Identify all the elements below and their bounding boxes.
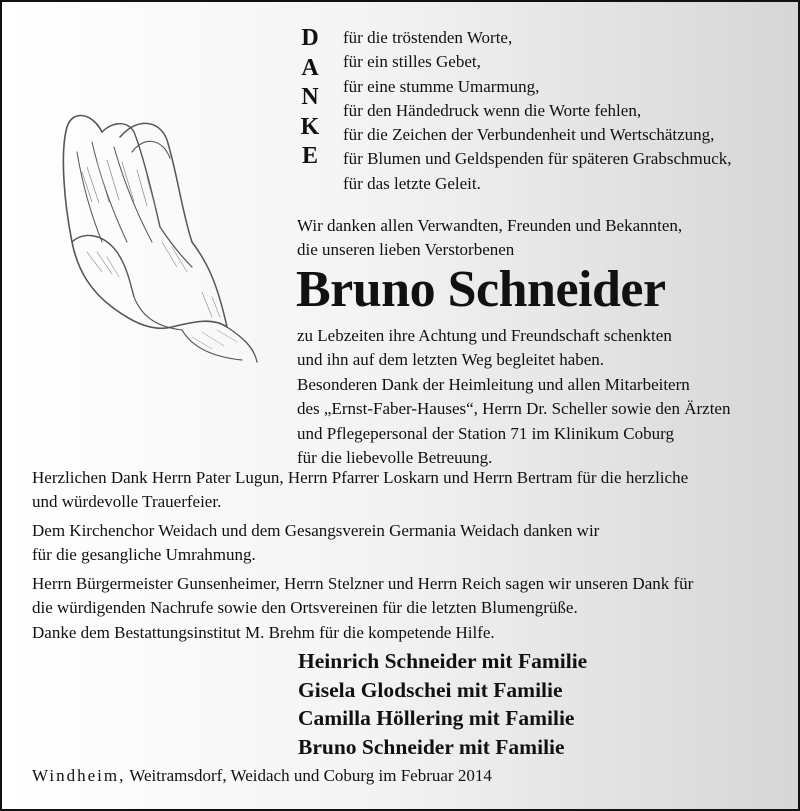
choir-line: für die gesangliche Umrahmung. bbox=[32, 545, 256, 565]
thanks-line: für ein stilles Gebet, bbox=[343, 52, 481, 72]
intro-line: Wir danken allen Verwandten, Freunden und Bekannten, bbox=[297, 216, 683, 235]
intro-line: die unseren lieben Verstorbenen bbox=[297, 240, 515, 260]
praying-hands-icon bbox=[42, 92, 267, 372]
thanks-line: für das letzte Geleit. bbox=[343, 173, 481, 193]
after-name-line: und ihn auf dem letzten Weg begleitet haben. bbox=[297, 350, 605, 370]
mayor-line: die würdigenden Nachrufe sowie den Ortsvereinen für die letzten Blumengrüße. bbox=[32, 598, 578, 618]
ceremony-paragraph bbox=[32, 466, 777, 515]
special-thanks-line: und Pflegepersonal der Station 71 im Klinikum Coburg bbox=[297, 423, 674, 443]
choir-paragraph bbox=[32, 519, 599, 568]
thanks-list bbox=[343, 26, 732, 196]
special-thanks-line: für die liebevolle Betreuung. bbox=[297, 447, 493, 467]
ceremony-line: und würdevolle Trauerfeier. bbox=[32, 492, 222, 512]
signature-line: Camilla Höllering mit Familie bbox=[298, 706, 575, 730]
mayor-line: Herrn Bürgermeister Gunsenheimer, Herrn Stelzner und Herrn Reich sagen wir unseren Dank für bbox=[32, 574, 694, 593]
signature-line: Gisela Glodschei mit Familie bbox=[298, 677, 563, 702]
mayor-line: Danke dem Bestattungsinstitut M. Brehm für die kompetende Hilfe. bbox=[32, 622, 495, 642]
thanks-line: für die Zeichen der Verbundenheit und Wertschätzung, bbox=[343, 125, 715, 145]
ceremony-line: Herzlichen Dank Herrn Pater Lugun, Herrn Pfarrer Loskarn und Herrn Bertram für die herzliche bbox=[32, 468, 689, 487]
thanks-line: für die tröstenden Worte, bbox=[343, 28, 513, 47]
after-name-paragraph bbox=[297, 324, 672, 373]
thanks-line: für Blumen und Geldspenden für späteren Grabschmuck, bbox=[343, 149, 732, 169]
footer-rest: Weitramsdorf, Weidach und Coburg im Februar 2014 bbox=[125, 766, 492, 785]
danke-letter: K bbox=[300, 113, 320, 140]
danke-letter: E bbox=[301, 143, 318, 169]
intro-paragraph bbox=[297, 214, 682, 263]
footer-place-date bbox=[32, 764, 492, 788]
thanks-line: für eine stumme Umarmung, bbox=[343, 76, 540, 96]
signature-line: Bruno Schneider mit Familie bbox=[298, 734, 565, 759]
after-name-line: zu Lebzeiten ihre Achtung und Freundschaft schenkten bbox=[297, 326, 672, 345]
danke-letter: A bbox=[301, 54, 319, 81]
thanks-line: für den Händedruck wenn die Worte fehlen, bbox=[343, 100, 642, 120]
danke-letter: N bbox=[301, 84, 319, 110]
mayor-paragraph bbox=[32, 572, 693, 645]
special-thanks-line: des „Ernst-Faber-Hauses“, Herrn Dr. Scheller sowie den Ärzten bbox=[297, 399, 731, 419]
signature-line: Heinrich Schneider mit Familie bbox=[298, 649, 588, 673]
choir-line: Dem Kirchenchor Weidach und dem Gesangsverein Germania Weidach danken wir bbox=[32, 521, 600, 540]
danke-letter: D bbox=[301, 25, 319, 51]
danke-vertical-heading bbox=[290, 24, 330, 172]
deceased-name: Bruno Schneider bbox=[296, 261, 666, 318]
family-signatures bbox=[298, 647, 587, 761]
special-thanks-line: Besonderen Dank der Heimleitung und allen Mitarbeitern bbox=[297, 375, 690, 394]
footer-place: Windheim, bbox=[32, 766, 126, 785]
special-thanks-paragraph bbox=[297, 373, 730, 470]
